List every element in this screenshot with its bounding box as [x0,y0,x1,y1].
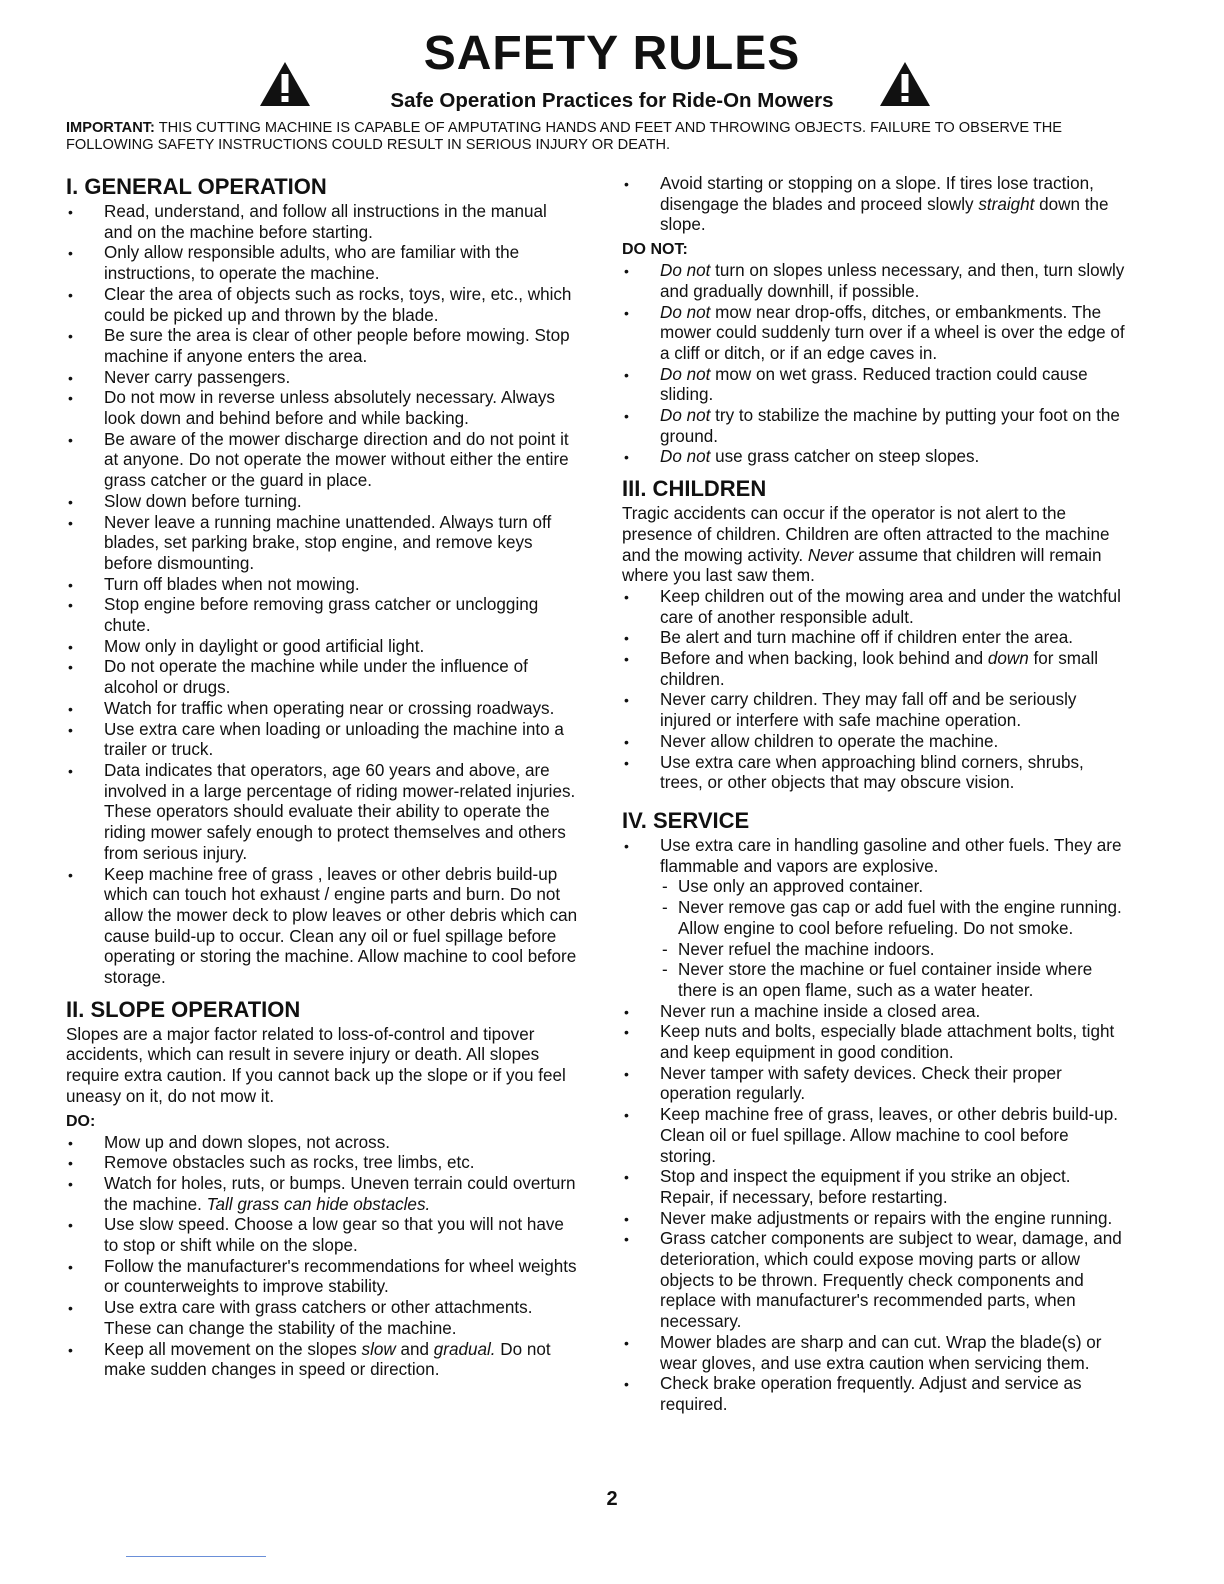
list-item: • Keep nuts and bolts, especially blade attachment bolts, tight and keep equipment in good condition. [622,1022,1126,1063]
list-item: • Read, understand, and follow all instructions in the manual and on the machine before starting. [66,202,578,243]
list-item: • Keep all movement on the slopes slow and gradual. Do not make sudden changes in speed or direction. [66,1340,578,1381]
list-item: • Keep machine free of grass , leaves or other debris build-up which can touch hot exhaust / engine parts and burn. Do not allow the mower deck to plow leaves or other debris which can cause build-up to occur. Clean any oil or fuel spillage before operating or storing the machine. Allow machine to cool before storage. [66,865,578,989]
list-item: • Keep machine free of grass, leaves, or other debris build-up. Clean oil or fuel spillage. Allow machine to cool before storing. [622,1105,1126,1167]
important-notice [66,120,1106,154]
do-label: DO: [66,1112,96,1130]
list-item: • Keep children out of the mowing area and under the watchful care of another responsible adult. [622,587,1126,628]
list-item: • Do not mow on wet grass. Reduced traction could cause sliding. [622,365,1126,406]
children-list [622,587,1126,794]
sub-list-item: - Never remove gas cap or add fuel with the engine running. Allow engine to cool before refueling. Do not smoke. [622,898,1126,939]
list-item: • Never allow children to operate the machine. [622,732,1126,753]
list-item: • Use extra care when loading or unloading the machine into a trailer or truck. [66,720,578,761]
list-item: • Use extra care when approaching blind corners, shrubs, trees, or other objects that may obscure vision. [622,753,1126,794]
do-not-list [622,261,1126,468]
list-item: • Slow down before turning. [66,492,578,513]
sub-list-item: - Use only an approved container. [622,877,1126,898]
do-list-continued [622,174,1126,236]
sub-list-item: - Never store the machine or fuel container inside where there is an open flame, such as a water heater. [622,960,1126,1001]
section-heading-service: IV. SERVICE [622,807,750,833]
service-list [622,836,1126,1416]
right-column [622,174,1126,1416]
list-item: • Check brake operation frequently. Adjust and service as required. [622,1374,1126,1415]
list-item: • Be aware of the mower discharge direction and do not point it at anyone. Do not operate the mower without either the entire grass catcher or the guard in place. [66,430,578,492]
list-item: • Never leave a running machine unattended. Always turn off blades, set parking brake, stop engine, and remove keys before dismounting. [66,513,578,575]
list-item: • Mow only in daylight or good artificial light. [66,637,578,658]
list-item: • Never carry children. They may fall off and be seriously injured or interfere with safe machine operation. [622,690,1126,731]
list-item: • Remove obstacles such as rocks, tree limbs, etc. [66,1153,578,1174]
list-item: • Never run a machine inside a closed area. [622,1002,1126,1023]
list-item: • Mower blades are sharp and can cut. Wrap the blade(s) or wear gloves, and use extra caution when servicing them. [622,1333,1126,1374]
list-item: • Avoid starting or stopping on a slope. If tires lose traction, disengage the blades and proceed slowly straight down the slope. [622,174,1126,236]
important-label: IMPORTANT: [66,120,155,136]
page-title: SAFETY RULES [423,27,801,80]
list-item: • Mow up and down slopes, not across. [66,1133,578,1154]
list-item: • Do not turn on slopes unless necessary, and then, turn slowly and gradually downhill, if possible. [622,261,1126,302]
list-item: • Data indicates that operators, age 60 years and above, are involved in a large percentage of riding mower-related injuries. These operators should evaluate their ability to operate the riding mower safely enough to protect themselves and others from serious injury. [66,761,578,865]
list-item: • Before and when backing, look behind and down for small children. [622,649,1126,690]
page-subtitle: Safe Operation Practices for Ride-On Mowers [390,89,834,112]
list-item: • Use extra care with grass catchers or other attachments. These can change the stability of the machine. [66,1298,578,1339]
sub-list-item: - Never refuel the machine indoors. [622,940,1126,961]
section-heading-children: III. CHILDREN [622,476,767,502]
list-item: • Never make adjustments or repairs with the engine running. [622,1209,1126,1230]
children-intro: Tragic accidents can occur if the operator is not alert to the presence of children. Children are often attracted to the machine and the mowing activity. Never assume that children will remain where you last saw them. [622,504,1110,586]
general-list [66,202,578,989]
list-item: • Do not use grass catcher on steep slopes. [622,447,1126,468]
section-heading-general: I. GENERAL OPERATION [66,174,327,199]
list-item: • Do not mow in reverse unless absolutely necessary. Always look down and behind before and while backing. [66,388,578,429]
list-item: • Use slow speed. Choose a low gear so that you will not have to stop or shift while on the slope. [66,1215,578,1256]
important-text: THIS CUTTING MACHINE IS CAPABLE OF AMPUTATING HANDS AND FEET AND THROWING OBJECTS. FAILURE TO OBSERVE THE FOLLOWING SAFETY INSTRUCTIONS COULD RESULT IN SERIOUS INJURY OR DEATH. [66,120,1063,153]
divider [126,1556,266,1557]
list-item: • Watch for traffic when operating near or crossing roadways. [66,699,578,720]
list-item: • Clear the area of objects such as rocks, toys, wire, etc., which could be picked up and thrown by the blade. [66,285,578,326]
list-item: • Stop engine before removing grass catcher or unclogging chute. [66,595,578,636]
list-item: • Grass catcher components are subject to wear, damage, and deterioration, which could expose moving parts or allow objects to be thrown. Frequently check components and replace with manufacturer's recommended parts, when necessary. [622,1229,1126,1333]
list-item: • Follow the manufacturer's recommendations for wheel weights or counterweights to improve stability. [66,1257,578,1298]
list-item: • Do not mow near drop-offs, ditches, or embankments. The mower could suddenly turn over if a wheel is over the edge of a cliff or ditch, or if an edge caves in. [622,303,1126,365]
do-not-label: DO NOT: [622,241,688,259]
section-heading-slope: II. SLOPE OPERATION [66,996,301,1022]
list-item: • Never carry passengers. [66,368,578,389]
do-list [66,1133,578,1381]
list-item: • Watch for holes, ruts, or bumps. Uneven terrain could overturn the machine. Tall grass can hide obstacles. [66,1174,578,1215]
slope-intro: Slopes are a major factor related to loss-of-control and tipover accidents, which can result in severe injury or death. All slopes require extra caution. If you cannot back up the slope or if you feel uneasy on it, do not mow it. [66,1024,566,1106]
list-item: • Turn off blades when not mowing. [66,575,578,596]
list-item: • Only allow responsible adults, who are familiar with the instructions, to operate the machine. [66,243,578,284]
left-column [66,174,578,1381]
page-number: 2 [606,1488,618,1510]
list-item: • Be sure the area is clear of other people before mowing. Stop machine if anyone enters the area. [66,326,578,367]
list-item: • Be alert and turn machine off if children enter the area. [622,628,1126,649]
list-item: • Do not operate the machine while under the influence of alcohol or drugs. [66,657,578,698]
list-item: • Never tamper with safety devices. Check their proper operation regularly. [622,1064,1126,1105]
list-item: • Use extra care in handling gasoline and other fuels. They are flammable and vapors are explosive. [622,836,1126,877]
list-item: • Stop and inspect the equipment if you strike an object. Repair, if necessary, before restarting. [622,1167,1126,1208]
list-item: • Do not try to stabilize the machine by putting your foot on the ground. [622,406,1126,447]
